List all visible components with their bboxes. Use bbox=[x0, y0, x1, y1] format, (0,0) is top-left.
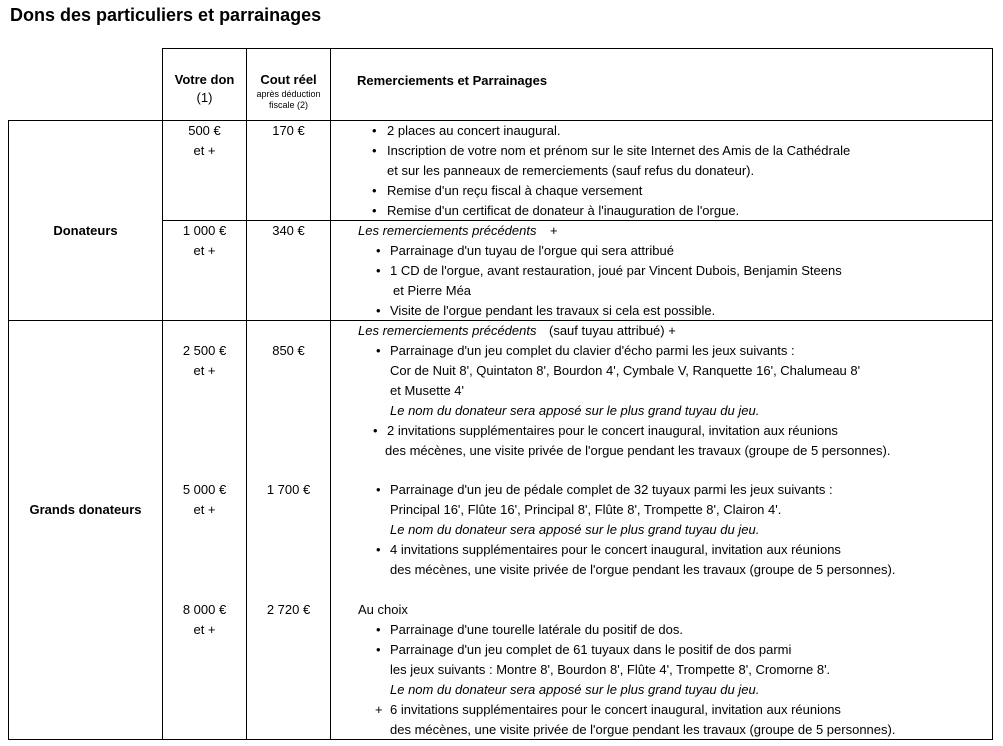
don-value: 2 500 € bbox=[182, 343, 227, 358]
benefit-intro: Au choix bbox=[358, 602, 408, 617]
benefit-line: Visite de l'orgue pendant les travaux si cela est possible. bbox=[390, 303, 716, 318]
plus-sign: + bbox=[550, 223, 558, 238]
header-votre-don-note: (1) bbox=[196, 90, 213, 105]
benefit-intro-suffix: (sauf tuyau attribué) + bbox=[549, 323, 676, 338]
cout-reel-1000: 340 € bbox=[272, 223, 305, 238]
bullet-icon: • bbox=[376, 303, 381, 318]
cout-reel-2500: 850 € bbox=[272, 343, 305, 358]
col-border-remerciements bbox=[330, 48, 331, 740]
don-et-plus: et + bbox=[193, 243, 216, 258]
don-amount-2500 bbox=[163, 341, 246, 381]
header-cout-reel-label: Cout réel bbox=[260, 72, 317, 87]
benefit-line: Remise d'un reçu fiscal à chaque versement bbox=[387, 183, 643, 198]
don-value: 500 € bbox=[188, 123, 221, 138]
header-remerciements: Remerciements et Parrainages bbox=[357, 73, 548, 88]
header-votre-don bbox=[163, 71, 246, 107]
benefit-line: Parrainage d'une tourelle latérale du positif de dos. bbox=[390, 622, 684, 637]
don-et-plus: et + bbox=[193, 502, 216, 517]
don-et-plus: et + bbox=[193, 143, 216, 158]
bullet-icon: • bbox=[372, 183, 377, 198]
benefit-line: 4 invitations supplémentaires pour le concert inaugural, invitation aux réunions bbox=[390, 542, 841, 557]
don-value: 8 000 € bbox=[182, 602, 227, 617]
benefit-note: Le nom du donateur sera apposé sur le plus grand tuyau du jeu. bbox=[390, 522, 760, 537]
benefit-line: Parrainage d'un tuyau de l'orgue qui sera attribué bbox=[390, 243, 674, 258]
benefit-line: les jeux suivants : Montre 8', Bourdon 8', Flûte 4', Trompette 8', Cromorne 8'. bbox=[390, 662, 831, 677]
page-title: Dons des particuliers et parrainages bbox=[10, 5, 322, 25]
benefit-line: Remise d'un certificat de donateur à l'inauguration de l'orgue. bbox=[387, 203, 740, 218]
don-value: 1 000 € bbox=[182, 223, 227, 238]
benefit-intro: Les remerciements précédents bbox=[358, 323, 537, 338]
benefit-line: des mécènes, une visite privée de l'orgue pendant les travaux (groupe de 5 personnes). bbox=[390, 562, 896, 577]
cout-reel-8000: 2 720 € bbox=[266, 602, 311, 617]
benefit-line: et sur les panneaux de remerciements (sauf refus du donateur). bbox=[387, 163, 755, 178]
benefit-note: Le nom du donateur sera apposé sur le plus grand tuyau du jeu. bbox=[390, 403, 760, 418]
benefit-note: Le nom du donateur sera apposé sur le plus grand tuyau du jeu. bbox=[390, 682, 760, 697]
header-cout-reel-sub2: fiscale (2) bbox=[268, 100, 308, 110]
don-et-plus: et + bbox=[193, 363, 216, 378]
header-cout-reel bbox=[247, 71, 330, 111]
benefit-line: Parrainage d'un jeu de pédale complet de 32 tuyaux parmi les jeux suivants : bbox=[390, 482, 833, 497]
don-amount-500 bbox=[163, 121, 246, 161]
bullet-icon: • bbox=[373, 423, 378, 438]
benefit-line: Parrainage d'un jeu complet de 61 tuyaux dans le positif de dos parmi bbox=[390, 642, 792, 657]
bullet-icon: • bbox=[376, 542, 381, 557]
benefit-line: Inscription de votre nom et prénom sur le site Internet des Amis de la Cathédrale bbox=[387, 143, 851, 158]
benefit-line: des mécènes, une visite privée de l'orgue pendant les travaux (groupe de 5 personnes). bbox=[390, 722, 896, 737]
group-donateurs: Donateurs bbox=[53, 223, 118, 238]
bullet-icon: • bbox=[372, 143, 377, 158]
don-et-plus: et + bbox=[193, 622, 216, 637]
bullet-icon: • bbox=[372, 203, 377, 218]
don-value: 5 000 € bbox=[182, 482, 227, 497]
bullet-icon: • bbox=[376, 243, 381, 258]
table-top-border bbox=[162, 48, 993, 49]
bullet-icon: • bbox=[372, 123, 377, 138]
cout-reel-500: 170 € bbox=[272, 123, 305, 138]
benefit-line: Principal 16', Flûte 16', Principal 8', Flûte 8', Trompette 8', Clairon 4'. bbox=[390, 502, 782, 517]
header-votre-don-label: Votre don bbox=[174, 72, 235, 87]
benefit-line: et Musette 4' bbox=[390, 383, 465, 398]
bullet-icon: • bbox=[376, 343, 381, 358]
col-border-right bbox=[992, 48, 993, 740]
bullet-icon: • bbox=[376, 482, 381, 497]
header-cout-reel-sub1: après déduction bbox=[256, 89, 321, 99]
don-amount-1000 bbox=[163, 221, 246, 261]
don-amount-5000 bbox=[163, 480, 246, 520]
benefit-intro: Les remerciements précédents bbox=[358, 223, 537, 238]
plus-sign: + bbox=[375, 702, 383, 717]
benefit-line: 2 places au concert inaugural. bbox=[387, 123, 561, 138]
benefit-line: Parrainage d'un jeu complet du clavier d'écho parmi les jeux suivants : bbox=[390, 343, 795, 358]
cout-reel-5000: 1 700 € bbox=[266, 482, 311, 497]
benefit-line: et Pierre Méa bbox=[393, 283, 472, 298]
benefit-line: Cor de Nuit 8', Quintaton 8', Bourdon 4', Cymbale V, Ranquette 16', Chalumeau 8' bbox=[390, 363, 861, 378]
col-border-cout bbox=[246, 48, 247, 740]
col-border-left bbox=[8, 120, 9, 740]
benefit-line: 2 invitations supplémentaires pour le concert inaugural, invitation aux réunions bbox=[387, 423, 838, 438]
benefit-line: 6 invitations supplémentaires pour le concert inaugural, invitation aux réunions bbox=[390, 702, 841, 717]
bullet-icon: • bbox=[376, 622, 381, 637]
group-grands-donateurs: Grands donateurs bbox=[29, 502, 142, 517]
bullet-icon: • bbox=[376, 263, 381, 278]
don-amount-8000 bbox=[163, 600, 246, 640]
benefit-line: des mécènes, une visite privée de l'orgue pendant les travaux (groupe de 5 personnes). bbox=[385, 443, 891, 458]
bullet-icon: • bbox=[376, 642, 381, 657]
benefit-line: 1 CD de l'orgue, avant restauration, joué par Vincent Dubois, Benjamin Steens bbox=[390, 263, 842, 278]
